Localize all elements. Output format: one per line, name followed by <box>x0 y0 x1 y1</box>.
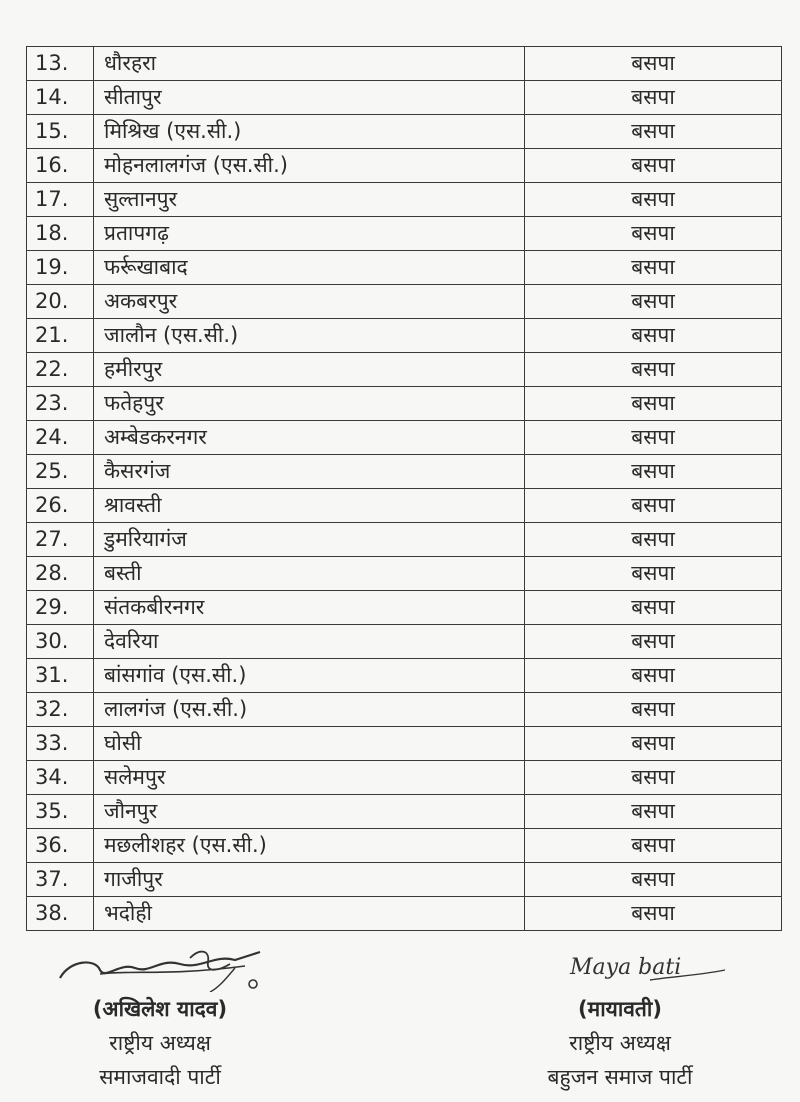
table-row <box>27 353 782 387</box>
party-name: बसपा <box>525 693 782 727</box>
row-number: 30. <box>27 625 94 659</box>
table-row <box>27 693 782 727</box>
constituency-name: जौनपुर <box>94 795 525 829</box>
party-name: बसपा <box>525 761 782 795</box>
row-number: 23. <box>27 387 94 421</box>
table-body <box>27 47 782 931</box>
party-name: बसपा <box>525 81 782 115</box>
table-row <box>27 285 782 319</box>
constituency-name: अम्बेडकरनगर <box>94 421 525 455</box>
table-row <box>27 217 782 251</box>
table-row <box>27 523 782 557</box>
row-number: 34. <box>27 761 94 795</box>
constituency-name: फतेहपुर <box>94 387 525 421</box>
party-name: बसपा <box>525 183 782 217</box>
row-number: 24. <box>27 421 94 455</box>
party-name: बसपा <box>525 149 782 183</box>
constituency-name: देवरिया <box>94 625 525 659</box>
party-name: बसपा <box>525 319 782 353</box>
constituency-name: लालगंज (एस.सी.) <box>94 693 525 727</box>
constituency-name: प्रतापगढ़ <box>94 217 525 251</box>
signatory-party-right: बहुजन समाज पार्टी <box>547 1065 693 1089</box>
row-number: 15. <box>27 115 94 149</box>
constituency-name: मोहनलालगंज (एस.सी.) <box>94 149 525 183</box>
row-number: 32. <box>27 693 94 727</box>
constituency-name: श्रावस्ती <box>94 489 525 523</box>
party-name: बसपा <box>525 421 782 455</box>
row-number: 16. <box>27 149 94 183</box>
row-number: 17. <box>27 183 94 217</box>
table-row <box>27 115 782 149</box>
party-name: बसपा <box>525 47 782 81</box>
handwritten-signature-icon <box>40 940 280 992</box>
party-name: बसपा <box>525 455 782 489</box>
table-row <box>27 47 782 81</box>
party-name: बसपा <box>525 829 782 863</box>
constituency-name: भदोही <box>94 897 525 931</box>
constituency-name: बस्ती <box>94 557 525 591</box>
table-row <box>27 557 782 591</box>
party-name: बसपा <box>525 523 782 557</box>
table-row <box>27 727 782 761</box>
party-name: बसपा <box>525 115 782 149</box>
party-name: बसपा <box>525 897 782 931</box>
constituency-name: मछलीशहर (एस.सी.) <box>94 829 525 863</box>
signature-block-right <box>500 940 740 1094</box>
party-name: बसपा <box>525 591 782 625</box>
row-number: 14. <box>27 81 94 115</box>
row-number: 35. <box>27 795 94 829</box>
row-number: 28. <box>27 557 94 591</box>
signatory-name-right: (मायावती) <box>578 997 662 1021</box>
row-number: 36. <box>27 829 94 863</box>
table-row <box>27 829 782 863</box>
constituency-name: कैसरगंज <box>94 455 525 489</box>
table-row <box>27 81 782 115</box>
constituency-name: जालौन (एस.सी.) <box>94 319 525 353</box>
signatory-name-left: (अखिलेश यादव) <box>92 997 228 1021</box>
seat-allocation-table <box>26 46 782 931</box>
table-row <box>27 591 782 625</box>
party-name: बसपा <box>525 863 782 897</box>
constituency-name: बांसगांव (एस.सी.) <box>94 659 525 693</box>
signature-mark-left <box>40 940 280 992</box>
constituency-name: अकबरपुर <box>94 285 525 319</box>
party-name: बसपा <box>525 727 782 761</box>
table-row <box>27 489 782 523</box>
row-number: 22. <box>27 353 94 387</box>
constituency-name: सलेमपुर <box>94 761 525 795</box>
party-name: बसपा <box>525 557 782 591</box>
party-name: बसपा <box>525 625 782 659</box>
party-name: बसपा <box>525 353 782 387</box>
row-number: 19. <box>27 251 94 285</box>
signature-block-left <box>40 940 280 1094</box>
table-row <box>27 625 782 659</box>
row-number: 20. <box>27 285 94 319</box>
constituency-name: फर्रूखाबाद <box>94 251 525 285</box>
party-name: बसपा <box>525 795 782 829</box>
table-row <box>27 183 782 217</box>
row-number: 27. <box>27 523 94 557</box>
svg-text:Maya bati: Maya bati <box>570 955 682 980</box>
table-row <box>27 319 782 353</box>
table-row <box>27 795 782 829</box>
handwritten-signature-icon <box>500 940 740 992</box>
table-row <box>27 455 782 489</box>
table-row <box>27 761 782 795</box>
party-name: बसपा <box>525 251 782 285</box>
table-row <box>27 149 782 183</box>
row-number: 33. <box>27 727 94 761</box>
table-row <box>27 387 782 421</box>
party-name: बसपा <box>525 489 782 523</box>
constituency-name: घोसी <box>94 727 525 761</box>
row-number: 21. <box>27 319 94 353</box>
constituency-name: डुमरियागंज <box>94 523 525 557</box>
row-number: 18. <box>27 217 94 251</box>
table-row <box>27 897 782 931</box>
constituency-name: गाजीपुर <box>94 863 525 897</box>
party-name: बसपा <box>525 659 782 693</box>
row-number: 13. <box>27 47 94 81</box>
row-number: 29. <box>27 591 94 625</box>
table-row <box>27 421 782 455</box>
signatory-title-right: राष्ट्रीय अध्यक्ष <box>569 1031 671 1055</box>
constituency-name: धौरहरा <box>94 47 525 81</box>
table-row <box>27 251 782 285</box>
party-name: बसपा <box>525 387 782 421</box>
constituency-name: मिश्रिख (एस.सी.) <box>94 115 525 149</box>
constituency-name: संतकबीरनगर <box>94 591 525 625</box>
party-name: बसपा <box>525 285 782 319</box>
row-number: 25. <box>27 455 94 489</box>
row-number: 38. <box>27 897 94 931</box>
constituency-name: सुल्तानपुर <box>94 183 525 217</box>
signatory-title-left: राष्ट्रीय अध्यक्ष <box>109 1031 211 1055</box>
table-row <box>27 659 782 693</box>
row-number: 31. <box>27 659 94 693</box>
constituency-name: हमीरपुर <box>94 353 525 387</box>
signatory-party-left: समाजवादी पार्टी <box>99 1065 221 1089</box>
table-row <box>27 863 782 897</box>
row-number: 37. <box>27 863 94 897</box>
signature-mark-right <box>500 940 740 992</box>
party-name: बसपा <box>525 217 782 251</box>
constituency-name: सीतापुर <box>94 81 525 115</box>
row-number: 26. <box>27 489 94 523</box>
